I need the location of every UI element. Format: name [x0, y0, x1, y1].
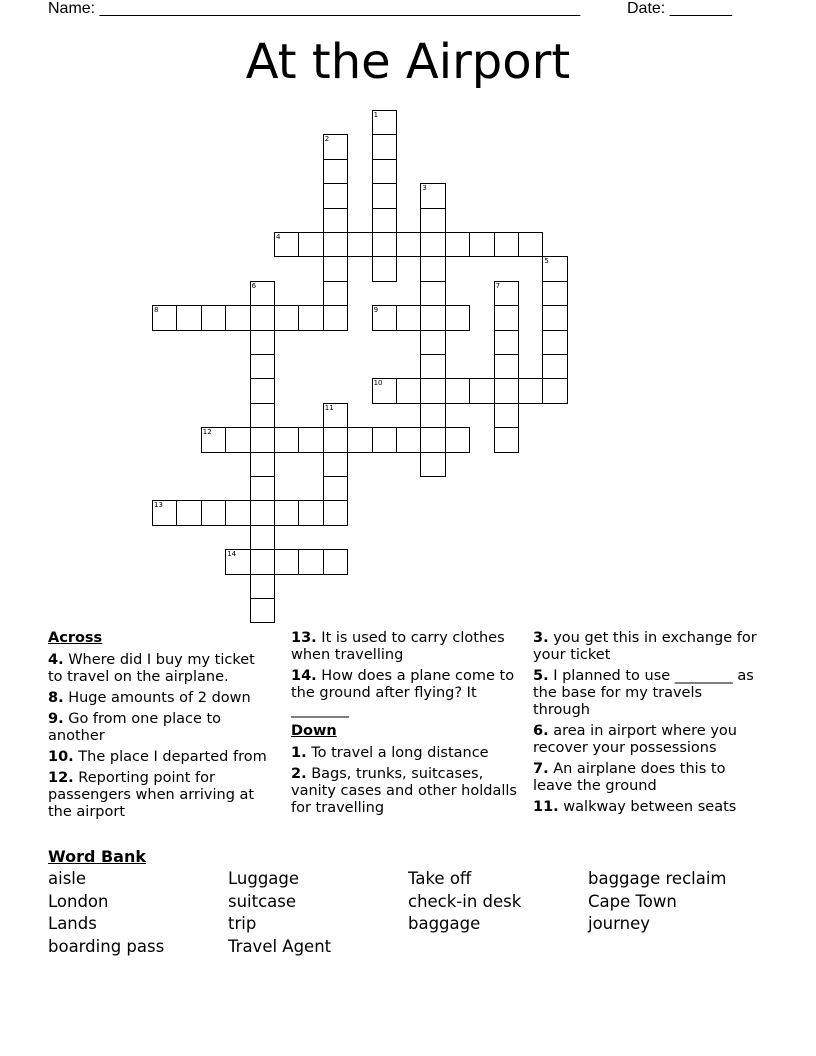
crossword-cell[interactable] [250, 500, 275, 525]
crossword-cell[interactable] [420, 354, 445, 379]
cell-number: 4 [276, 233, 281, 241]
clue-down-7 [533, 761, 758, 795]
clue-down-2 [291, 766, 521, 817]
clue-text: Bags, trunks, suitcases, vanity cases and other holdalls for travelling [291, 766, 517, 816]
clue-number: 3. [533, 630, 549, 646]
crossword-cell[interactable] [420, 452, 445, 477]
crossword-cell[interactable] [494, 305, 519, 330]
crossword-cell[interactable] [323, 159, 348, 184]
crossword-cell[interactable] [372, 427, 397, 452]
clue-down-6 [533, 723, 758, 757]
clue-number: 6. [533, 723, 549, 739]
clue-number: 1. [291, 745, 307, 761]
clue-text: Go from one place to another [48, 711, 222, 744]
crossword-cell[interactable] [372, 183, 397, 208]
crossword-cell[interactable] [518, 378, 543, 403]
clue-text: Where did I buy my ticket to travel on the airplane. [48, 652, 255, 685]
crossword-cell[interactable] [250, 403, 275, 428]
clue-number: 8. [48, 690, 64, 706]
crossword-cell[interactable] [518, 232, 543, 257]
crossword-cell[interactable] [250, 378, 275, 403]
clue-across-9 [48, 711, 270, 745]
cell-number: 5 [544, 257, 549, 266]
crossword-cell[interactable] [250, 427, 275, 452]
crossword-cell[interactable] [372, 232, 397, 257]
crossword-cell[interactable] [298, 500, 323, 525]
cell-number: 8 [154, 306, 159, 315]
crossword-cell[interactable] [201, 427, 226, 452]
word-bank-word: baggage reclaim [588, 869, 727, 888]
clue-number: 5. [533, 668, 549, 684]
crossword-cell[interactable] [176, 500, 201, 525]
crossword-cell[interactable] [420, 256, 445, 281]
cell-number: 1 [373, 111, 379, 119]
crossword-cell[interactable] [372, 110, 397, 135]
crossword-cell[interactable] [542, 256, 567, 281]
crossword-cell[interactable] [542, 378, 567, 403]
word-bank-word: aisle [48, 869, 87, 888]
crossword-cell[interactable] [225, 549, 250, 574]
crossword-cell[interactable] [494, 354, 519, 379]
crossword-cell[interactable] [445, 378, 470, 403]
name-label: Name: ______________________________________________________ [48, 0, 581, 17]
crossword-cell[interactable] [445, 427, 470, 452]
word-bank-word: Cape Town [588, 892, 677, 911]
clue-down-11 [533, 799, 758, 816]
crossword-cell[interactable] [396, 305, 421, 330]
clue-across-4 [48, 652, 270, 686]
crossword-cell[interactable] [542, 330, 567, 355]
crossword-cell[interactable] [494, 281, 519, 306]
word-bank-heading: Word Bank [48, 847, 147, 866]
crossword-cell[interactable] [250, 330, 275, 355]
crossword-cell[interactable] [445, 232, 470, 257]
clues-column-3 [533, 630, 758, 820]
cell-number: 6 [251, 281, 257, 290]
crossword-cell[interactable] [176, 305, 201, 330]
crossword-cell[interactable] [323, 427, 348, 452]
crossword-cell[interactable] [494, 378, 519, 403]
clue-text: Reporting point for passengers when arriving at the airport [48, 770, 255, 820]
crossword-cell[interactable] [250, 598, 275, 623]
crossword-cell[interactable] [250, 525, 275, 550]
crossword-cell[interactable] [372, 256, 397, 281]
clue-across-10 [48, 749, 270, 766]
clue-across-14 [291, 668, 521, 719]
crossword-cell[interactable] [323, 232, 348, 257]
crossword-cell[interactable] [250, 476, 275, 501]
clue-text: It is used to carry clothes when travelling [291, 630, 505, 663]
crossword-cell[interactable] [250, 281, 275, 306]
clue-number: 4. [48, 652, 64, 668]
crossword-cell[interactable] [420, 427, 445, 452]
crossword-cell[interactable] [347, 427, 372, 452]
word-bank-word: Lands [48, 914, 97, 933]
crossword-cell[interactable] [494, 232, 519, 257]
crossword-cell[interactable] [250, 305, 275, 330]
crossword-cell[interactable] [152, 305, 177, 330]
word-bank-word: boarding pass [48, 937, 165, 956]
crossword-cell[interactable] [250, 574, 275, 599]
cell-number: 13 [154, 501, 163, 510]
crossword-cell[interactable] [420, 403, 445, 428]
word-bank-word: Travel Agent [228, 937, 332, 956]
crossword-cell[interactable] [420, 232, 445, 257]
crossword-cell[interactable] [298, 549, 323, 574]
clue-number: 2. [291, 766, 307, 782]
clue-across-13 [291, 630, 521, 664]
crossword-cell[interactable] [201, 305, 226, 330]
crossword-cell[interactable] [372, 208, 397, 233]
crossword-cell[interactable] [347, 232, 372, 257]
crossword-cell[interactable] [494, 427, 519, 452]
down-heading: Down [291, 723, 337, 739]
crossword-cell[interactable] [542, 305, 567, 330]
crossword-cell[interactable] [469, 232, 494, 257]
clue-down-5 [533, 668, 758, 719]
clue-number: 9. [48, 711, 64, 727]
crossword-cell[interactable] [274, 427, 299, 452]
crossword-cell[interactable] [250, 452, 275, 477]
crossword-cell[interactable] [323, 403, 348, 428]
crossword-cell[interactable] [274, 305, 299, 330]
clue-across-12 [48, 770, 270, 821]
clue-number: 12. [48, 770, 74, 786]
crossword-cell[interactable] [494, 403, 519, 428]
crossword-cell[interactable] [298, 305, 323, 330]
across-heading: Across [48, 630, 103, 646]
crossword-cell[interactable] [494, 330, 519, 355]
word-bank-word: Take off [408, 869, 472, 888]
crossword-cell[interactable] [250, 354, 275, 379]
crossword-cell[interactable] [396, 378, 421, 403]
crossword-cell[interactable] [323, 549, 348, 574]
clue-number: 7. [533, 761, 549, 777]
page-title: At the Airport [245, 34, 571, 90]
clue-number: 10. [48, 749, 74, 765]
crossword-cell[interactable] [225, 427, 250, 452]
crossword-cell[interactable] [250, 549, 275, 574]
cell-number: 12 [202, 428, 212, 437]
clues-column-2 [291, 630, 521, 821]
crossword-cell[interactable] [225, 305, 250, 330]
word-bank-word: journey [588, 914, 651, 933]
clue-down-1 [291, 745, 521, 762]
crossword-cell[interactable] [396, 427, 421, 452]
cell-number: 7 [495, 281, 501, 290]
cell-number: 9 [373, 306, 379, 315]
clue-text: you get this in exchange for your ticket [533, 630, 757, 663]
crossword-cell[interactable] [274, 500, 299, 525]
crossword-cell[interactable] [420, 183, 445, 208]
crossword-cell[interactable] [323, 256, 348, 281]
date-label: Date: _______ [627, 0, 732, 17]
crossword-cell[interactable] [469, 378, 494, 403]
clue-text: area in airport where you recover your possessions [533, 723, 737, 756]
crossword-cell[interactable] [396, 232, 421, 257]
crossword-cell[interactable] [323, 452, 348, 477]
crossword-cell[interactable] [542, 354, 567, 379]
clues-column-1 [48, 630, 270, 825]
word-bank-word: check-in desk [408, 892, 522, 911]
clue-number: 11. [533, 799, 559, 815]
crossword-cell[interactable] [274, 549, 299, 574]
crossword-cell[interactable] [372, 159, 397, 184]
crossword-cell[interactable] [298, 232, 323, 257]
cell-number: 11 [324, 403, 334, 412]
cell-number: 3 [422, 184, 427, 193]
crossword-cell[interactable] [323, 281, 348, 306]
crossword-cell[interactable] [323, 183, 348, 208]
crossword-cell[interactable] [323, 500, 348, 525]
crossword-cell[interactable] [323, 208, 348, 233]
clue-text: How does a plane come to the ground after flying? It ________ [291, 668, 515, 718]
crossword-cell[interactable] [420, 281, 445, 306]
crossword-cell[interactable] [298, 427, 323, 452]
crossword-cell[interactable] [372, 378, 397, 403]
crossword-cell[interactable] [420, 330, 445, 355]
clue-text: Huge amounts of 2 down [68, 690, 251, 706]
crossword-cell[interactable] [420, 305, 445, 330]
cell-number: 10 [373, 379, 383, 388]
clue-text: walkway between seats [563, 799, 737, 815]
clue-text: I planned to use ________ as the base for my travels through [533, 668, 754, 718]
word-bank-word: suitcase [228, 892, 297, 911]
word-bank-word: London [48, 892, 109, 911]
cell-number: 14 [227, 550, 237, 559]
crossword-cell[interactable] [274, 232, 299, 257]
crossword-cell[interactable] [323, 476, 348, 501]
clue-number: 13. [291, 630, 317, 646]
crossword-cell[interactable] [372, 305, 397, 330]
crossword-cell[interactable] [323, 305, 348, 330]
crossword-cell[interactable] [542, 281, 567, 306]
crossword-cell[interactable] [420, 208, 445, 233]
clue-text: To travel a long distance [311, 745, 489, 761]
word-bank-word: Luggage [228, 869, 300, 888]
crossword-cell[interactable] [445, 305, 470, 330]
word-bank-word: trip [228, 914, 257, 933]
clue-down-3 [533, 630, 758, 664]
crossword-cell[interactable] [225, 500, 250, 525]
clue-text: The place I departed from [78, 749, 267, 765]
crossword-cell[interactable] [323, 134, 348, 159]
clue-text: An airplane does this to leave the ground [533, 761, 726, 794]
clue-number: 14. [291, 668, 317, 684]
crossword-cell[interactable] [201, 500, 226, 525]
crossword-cell[interactable] [152, 500, 177, 525]
cell-number: 2 [324, 135, 330, 144]
crossword-cell[interactable] [420, 378, 445, 403]
crossword-cell[interactable] [372, 134, 397, 159]
word-bank-word: baggage [408, 914, 481, 933]
clue-across-8 [48, 690, 270, 707]
